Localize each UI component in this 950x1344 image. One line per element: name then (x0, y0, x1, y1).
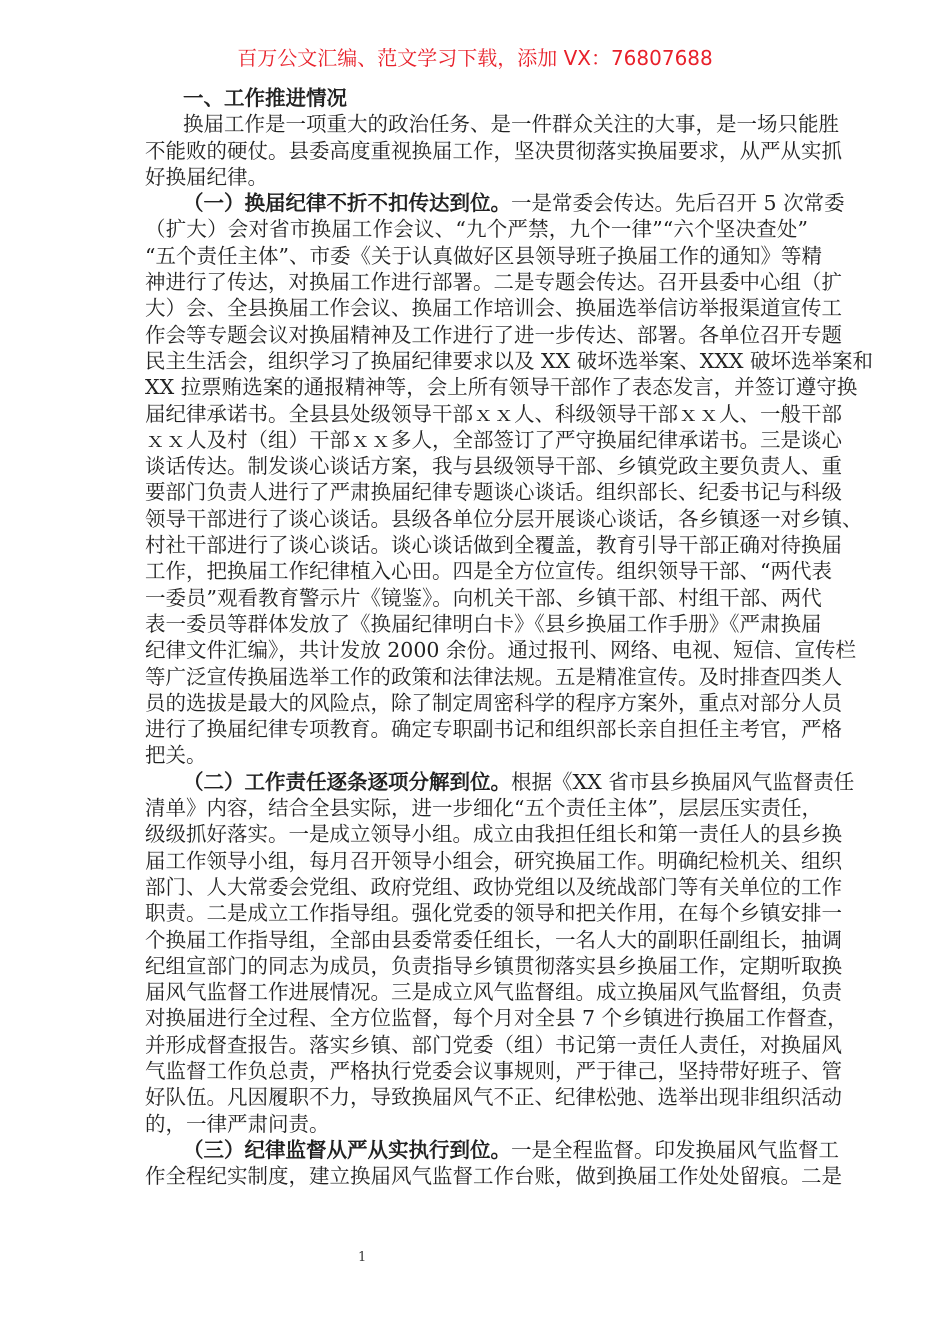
line-text: 届工作领导小组，每月召开领导小组会，研究换届工作。明确纪检机关、组织 (145, 848, 842, 873)
text-line (145, 190, 845, 216)
line-text: 一委员”观看教育警示片《镜鉴》。向机关干部、乡镇干部、村组干部、两代 (145, 585, 822, 610)
line-text: 一是全程监督。印发换届风气监督工 (511, 1137, 839, 1162)
text-line (145, 716, 842, 742)
line-text: 气监督工作负总责，严格执行党委会议事规则，严于律己，坚持带好班子、管 (145, 1058, 842, 1083)
text-line (145, 874, 842, 900)
text-line (145, 637, 856, 663)
text-line (145, 295, 842, 321)
line-text: 对换届进行全过程、全方位监督，每个月对全县 7 个乡镇进行换届工作督查， (145, 1006, 848, 1031)
paragraph-heading: （二）工作责任逐条逐项分解到位。 (183, 769, 511, 794)
line-text: 作会等专题会议对换届精神及工作进行了进一步传达、部署。各单位召开专题 (145, 322, 842, 347)
section-title: 一、工作推进情况 (183, 86, 347, 110)
text-line (145, 585, 822, 611)
paragraph-heading: （三）纪律监督从严从实执行到位。 (183, 1137, 511, 1162)
watermark-banner: 百万公文汇编、范文学习下载，添加 VX：76807688 (237, 46, 713, 70)
text-line (145, 1084, 842, 1110)
line-text: 谈话传达。制发谈心谈话方案，我与县级领导干部、乡镇党政主要负责人、重 (145, 454, 842, 479)
text-line (145, 243, 822, 269)
text-line (145, 1163, 842, 1189)
line-text: 把关。 (145, 743, 207, 768)
line-text: 级级抓好落实。一是成立领导小组。成立由我担任组长和第一责任人的县乡换 (145, 822, 842, 847)
paragraph-heading: （一）换届纪律不折不扣传达到位。 (183, 191, 511, 216)
text-line (145, 348, 874, 374)
text-line (145, 216, 808, 242)
text-line (145, 690, 842, 716)
text-line (145, 322, 842, 348)
text-line (145, 506, 863, 532)
line-text: 纪组宣部门的同志为成员，负责指导乡镇贯彻落实县乡换届工作，定期听取换 (145, 953, 842, 978)
text-line (145, 821, 842, 847)
text-line (145, 979, 842, 1005)
line-text: 员的选拔是最大的风险点，除了制定周密科学的程序方案外，重点对部分人员 (145, 690, 842, 715)
page-number: 1 (358, 1250, 367, 1265)
text-line (145, 611, 822, 637)
line-text: 纪律文件汇编》，共计发放 2000 余份。通过报刊、网络、电视、短信、宣传栏 (145, 638, 856, 663)
text-line (145, 1137, 839, 1163)
line-text: 并形成督查报告。落实乡镇、部门党委（组）书记第一责任人责任，对换届风 (145, 1032, 842, 1057)
text-line (145, 401, 842, 427)
line-text: XX 拉票贿选案的通报精神等，会上所有领导干部作了表态发言，并签订遵守换 (145, 375, 858, 400)
line-text: 届风气监督工作进展情况。三是成立风气监督组。成立换届风气监督组，负责 (145, 980, 842, 1005)
text-line (145, 769, 855, 795)
line-text: 的，一律严肃问责。 (145, 1111, 330, 1136)
line-text: 大）会、全县换届工作会议、换届工作培训会、换届选举信访举报渠道宣传工 (145, 296, 842, 321)
line-text: 部门、人大常委会党组、政府党组、政协党组以及统战部门等有关单位的工作 (145, 874, 842, 899)
text-line (145, 1111, 808, 1137)
line-text: 好换届纪律。 (145, 164, 268, 189)
line-text: 进行了换届纪律专项教育。确定专职副书记和组织部长亲自担任主考官，严格 (145, 717, 842, 742)
paragraph (145, 1137, 842, 1190)
line-text: 等广泛宣传换届选举工作的政策和法律法规。五是精准宣传。及时排查四类人 (145, 664, 842, 689)
line-text: 不能败的硬仗。县委高度重视换届工作，坚决贯彻落实换届要求，从严从实抓 (145, 138, 842, 163)
text-line (145, 532, 842, 558)
line-text: 村社干部进行了谈心谈话。谈心谈话做到全覆盖，教育引导干部正确对待换届 (145, 533, 842, 558)
text-line (145, 269, 842, 295)
line-text: 换届工作是一项重大的政治任务、是一件群众关注的大事，是一场只能胜 (183, 112, 839, 137)
line-text: “五个责任主体”、市委《关于认真做好区县领导班子换届工作的通知》等精 (145, 243, 822, 268)
text-line (145, 848, 842, 874)
line-text: 一是常委会传达。先后召开 5 次常委 (511, 191, 845, 216)
line-text: 清单》内容，结合全县实际，进一步细化“五个责任主体”，层层压实责任， (145, 796, 822, 821)
text-line (145, 1005, 848, 1031)
text-line (145, 164, 808, 190)
line-text: 好队伍。凡因履职不力，导致换届风气不正、纪律松弛、选举出现非组织活动 (145, 1085, 842, 1110)
text-line (145, 374, 858, 400)
line-text: 民主生活会，组织学习了换届纪律要求以及 XX 破坏选举案、XXX 破坏选举案和 (145, 348, 874, 373)
text-line (145, 558, 832, 584)
line-text: 表一委员等群体发放了《换届纪律明白卡》《县乡换届工作手册》《严肃换届 (145, 611, 822, 636)
text-line (145, 427, 842, 453)
text-line (145, 953, 842, 979)
text-line (145, 927, 842, 953)
line-text: ｘｘ人及村（组）干部ｘｘ多人，全部签订了严守换届纪律承诺书。三是谈心 (145, 427, 842, 452)
text-line (145, 1058, 842, 1084)
text-line (145, 664, 842, 690)
text-line (145, 795, 822, 821)
line-text: 职责。二是成立工作指导组。强化党委的领导和把关作用，在每个乡镇安排一 (145, 901, 842, 926)
text-line (145, 138, 842, 164)
paragraph (145, 111, 842, 190)
line-text: 作全程纪实制度，建立换届风气监督工作台账，做到换届工作处处留痕。二是 (145, 1164, 842, 1189)
text-line (145, 453, 842, 479)
line-text: 领导干部进行了谈心谈话。县级各单位分层开展谈心谈话，各乡镇逐一对乡镇、 (145, 506, 863, 531)
text-line (145, 742, 808, 768)
text-line (145, 111, 839, 137)
line-text: 个换届工作指导组，全部由县委常委任组长，一名人大的副职任副组长，抽调 (145, 927, 842, 952)
text-line (145, 479, 842, 505)
line-text: 根据《XX 省市县乡换届风气监督责任 (511, 769, 855, 794)
line-text: 届纪律承诺书。全县县处级领导干部ｘｘ人、科级领导干部ｘｘ人、一般干部 (145, 401, 842, 426)
text-line (145, 900, 842, 926)
paragraph (145, 190, 874, 769)
line-text: 神进行了传达，对换届工作进行部署。二是专题会传达。召开县委中心组（扩 (145, 270, 842, 295)
paragraph (145, 769, 855, 1137)
text-line (145, 1032, 842, 1058)
line-text: （扩大）会对省市换届工作会议、“九个严禁，九个一律”“六个坚决查处” (145, 217, 808, 242)
line-text: 工作，把换届工作纪律植入心田。四是全方位宣传。组织领导干部、“两代表 (145, 559, 832, 584)
document-body (145, 85, 874, 1189)
line-text: 要部门负责人进行了严肃换届纪律专题谈心谈话。组织部长、纪委书记与科级 (145, 480, 842, 505)
